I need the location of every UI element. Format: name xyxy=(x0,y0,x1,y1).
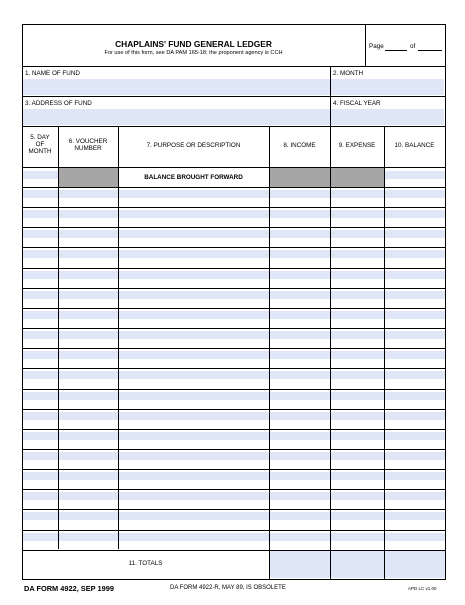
row-line xyxy=(22,429,445,430)
column-line xyxy=(330,126,331,579)
ledger-cell-income[interactable] xyxy=(270,331,330,339)
col-purpose-header: 7. PURPOSE OR DESCRIPTION xyxy=(146,142,241,149)
ledger-cell-income[interactable] xyxy=(270,492,330,500)
col-day-header xyxy=(22,134,58,155)
ledger-cell-purpose[interactable] xyxy=(119,492,269,500)
row-line xyxy=(22,268,445,269)
col-day-line2: OF xyxy=(35,141,45,148)
ledger-cell-voucher[interactable] xyxy=(59,452,118,460)
ledger-cell-voucher[interactable] xyxy=(59,392,118,400)
ledger-cell-expense[interactable] xyxy=(331,371,384,379)
ledger-cell-balance[interactable] xyxy=(385,271,445,279)
page-box-divider xyxy=(365,24,366,66)
ledger-cell-expense[interactable] xyxy=(331,432,384,440)
border-right xyxy=(445,24,446,579)
ledger-cell-balance[interactable] xyxy=(385,351,445,359)
page-total-field[interactable] xyxy=(418,50,442,51)
ledger-cell-voucher[interactable] xyxy=(59,371,118,379)
totals-label: 11. TOTALS xyxy=(128,560,163,567)
row-line xyxy=(22,530,445,531)
row-line xyxy=(22,227,445,228)
row-line xyxy=(22,409,445,410)
ledger-cell-expense[interactable] xyxy=(331,190,384,198)
ledger-cell-balance[interactable] xyxy=(385,452,445,460)
form-title: CHAPLAINS' FUND GENERAL LEDGER xyxy=(115,39,272,49)
ledger-cell-balance[interactable] xyxy=(385,250,445,258)
ledger-cell-income[interactable] xyxy=(270,371,330,379)
form-subtitle: For use of this form, see DA PAM 165-18; the proponent agency is CCH xyxy=(104,50,283,56)
border-top xyxy=(22,24,446,25)
ledger-cell-day[interactable] xyxy=(23,311,58,319)
col-day-line1: 5. DAY xyxy=(30,134,50,141)
total-balance-field[interactable] xyxy=(385,551,445,578)
ledger-cell-purpose[interactable] xyxy=(119,432,269,440)
ledger-cell-day[interactable] xyxy=(23,210,58,218)
ledger-cell-purpose[interactable] xyxy=(119,311,269,319)
ledger-cell-balance[interactable] xyxy=(385,492,445,500)
ledger-cell-purpose[interactable] xyxy=(119,271,269,279)
address-of-fund-field[interactable] xyxy=(23,109,330,125)
row-line xyxy=(22,550,445,551)
bbf-bottom-line xyxy=(22,187,445,188)
page-label: Page xyxy=(369,43,384,50)
ledger-cell-day[interactable] xyxy=(23,492,58,500)
ledger-cell-purpose[interactable] xyxy=(119,250,269,258)
of-label: of xyxy=(410,43,416,50)
obsolete-notice: DA FORM 4922-R, MAY 89, IS OBSOLETE xyxy=(170,585,286,591)
ledger-cell-balance[interactable] xyxy=(385,371,445,379)
ledger-cell-balance[interactable] xyxy=(385,291,445,299)
ledger-cell-voucher[interactable] xyxy=(59,331,118,339)
ledger-cell-expense[interactable] xyxy=(331,412,384,420)
ledger-cell-expense[interactable] xyxy=(331,533,384,541)
ledger-cell-purpose[interactable] xyxy=(119,331,269,339)
ledger-cell-expense[interactable] xyxy=(331,291,384,299)
row-line xyxy=(22,389,445,390)
ledger-cell-income[interactable] xyxy=(270,392,330,400)
ledger-cell-voucher[interactable] xyxy=(59,432,118,440)
ledger-cell-income[interactable] xyxy=(270,271,330,279)
row-line xyxy=(22,489,445,490)
ledger-cell-purpose[interactable] xyxy=(119,190,269,198)
ledger-cell-income[interactable] xyxy=(270,250,330,258)
ledger-cell-purpose[interactable] xyxy=(119,452,269,460)
header-bottom-line xyxy=(22,66,445,67)
ledger-cell-day[interactable] xyxy=(23,351,58,359)
col-voucher-line1: 6. VOUCHER xyxy=(68,138,108,145)
month-label: 2. MONTH xyxy=(333,70,364,77)
col-expense-header: 9. EXPENSE xyxy=(338,142,376,149)
ledger-cell-purpose[interactable] xyxy=(119,533,269,541)
info-bottom-line xyxy=(22,126,445,127)
ledger-cell-balance[interactable] xyxy=(385,210,445,218)
ledger-cell-income[interactable] xyxy=(270,512,330,520)
column-header-line xyxy=(22,167,445,168)
ledger-cell-balance[interactable] xyxy=(385,230,445,238)
version-label: APD LC v1.00 xyxy=(408,586,437,591)
ledger-cell-voucher[interactable] xyxy=(59,271,118,279)
ledger-cell-voucher[interactable] xyxy=(59,412,118,420)
row-line xyxy=(22,328,445,329)
ledger-cell-expense[interactable] xyxy=(331,271,384,279)
info-row-line xyxy=(22,96,445,97)
ledger-cell-day[interactable] xyxy=(23,533,58,541)
bbf-income-shaded xyxy=(270,168,330,187)
total-expense-field[interactable] xyxy=(331,551,384,578)
ledger-cell-balance[interactable] xyxy=(385,472,445,480)
ledger-cell-voucher[interactable] xyxy=(59,533,118,541)
ledger-cell-income[interactable] xyxy=(270,432,330,440)
ledger-cell-balance[interactable] xyxy=(385,412,445,420)
ledger-cell-income[interactable] xyxy=(270,230,330,238)
bbf-balance-cell[interactable] xyxy=(385,171,445,179)
ledger-cell-day[interactable] xyxy=(23,331,58,339)
ledger-cell-balance[interactable] xyxy=(385,392,445,400)
ledger-cell-day[interactable] xyxy=(23,392,58,400)
ledger-cell-expense[interactable] xyxy=(331,492,384,500)
ledger-cell-day[interactable] xyxy=(23,230,58,238)
ledger-cell-income[interactable] xyxy=(270,351,330,359)
ledger-cell-purpose[interactable] xyxy=(119,392,269,400)
ledger-cell-purpose[interactable] xyxy=(119,210,269,218)
ledger-cell-day[interactable] xyxy=(23,190,58,198)
col-balance-header: 10. BALANCE xyxy=(394,142,435,149)
ledger-cell-day[interactable] xyxy=(23,371,58,379)
row-line xyxy=(22,207,445,208)
ledger-cell-day[interactable] xyxy=(23,432,58,440)
month-field[interactable] xyxy=(331,79,444,95)
ledger-cell-voucher[interactable] xyxy=(59,472,118,480)
border-bottom xyxy=(22,579,446,580)
ledger-cell-balance[interactable] xyxy=(385,533,445,541)
col-voucher-header xyxy=(58,138,118,152)
ledger-cell-income[interactable] xyxy=(270,291,330,299)
ledger-cell-expense[interactable] xyxy=(331,311,384,319)
ledger-cell-day[interactable] xyxy=(23,452,58,460)
row-line xyxy=(22,247,445,248)
ledger-cell-purpose[interactable] xyxy=(119,291,269,299)
row-line xyxy=(22,509,445,510)
ledger-cell-expense[interactable] xyxy=(331,230,384,238)
page-number-field[interactable] xyxy=(385,50,407,51)
form-id: DA FORM 4922, SEP 1999 xyxy=(24,584,114,593)
balance-brought-forward-label: BALANCE BROUGHT FORWARD xyxy=(144,174,243,181)
ledger-cell-voucher[interactable] xyxy=(59,311,118,319)
ledger-cell-income[interactable] xyxy=(270,412,330,420)
row-line xyxy=(22,368,445,369)
ledger-cell-balance[interactable] xyxy=(385,190,445,198)
ledger-cell-expense[interactable] xyxy=(331,250,384,258)
row-line xyxy=(22,308,445,309)
ledger-cell-voucher[interactable] xyxy=(59,291,118,299)
ledger-cell-purpose[interactable] xyxy=(119,512,269,520)
col-income-header: 8. INCOME xyxy=(283,142,316,149)
row-line xyxy=(22,449,445,450)
ledger-cell-day[interactable] xyxy=(23,512,58,520)
ledger-cell-expense[interactable] xyxy=(331,452,384,460)
bbf-expense-shaded xyxy=(331,168,384,187)
ledger-cell-income[interactable] xyxy=(270,452,330,460)
ledger-cell-balance[interactable] xyxy=(385,512,445,520)
ledger-cell-purpose[interactable] xyxy=(119,371,269,379)
ledger-cell-income[interactable] xyxy=(270,190,330,198)
fiscal-year-label: 4. FISCAL YEAR xyxy=(333,100,381,107)
ledger-cell-voucher[interactable] xyxy=(59,250,118,258)
fiscal-year-field[interactable] xyxy=(331,109,444,125)
bbf-day-cell[interactable] xyxy=(23,171,58,179)
ledger-cell-purpose[interactable] xyxy=(119,472,269,480)
ledger-cell-day[interactable] xyxy=(23,291,58,299)
ledger-cell-voucher[interactable] xyxy=(59,351,118,359)
row-line xyxy=(22,348,445,349)
ledger-cell-purpose[interactable] xyxy=(119,412,269,420)
column-line xyxy=(58,126,59,549)
ledger-cell-expense[interactable] xyxy=(331,210,384,218)
column-line xyxy=(118,126,119,549)
col-voucher-line2: NUMBER xyxy=(74,145,102,152)
column-line xyxy=(269,126,270,579)
name-of-fund-field[interactable] xyxy=(23,79,330,95)
ledger-cell-purpose[interactable] xyxy=(119,230,269,238)
border-left xyxy=(22,24,23,579)
ledger-cell-voucher[interactable] xyxy=(59,492,118,500)
ledger-cell-voucher[interactable] xyxy=(59,190,118,198)
ledger-cell-voucher[interactable] xyxy=(59,512,118,520)
ledger-cell-purpose[interactable] xyxy=(119,351,269,359)
ledger-cell-income[interactable] xyxy=(270,472,330,480)
total-income-field[interactable] xyxy=(270,551,330,578)
ledger-cell-voucher[interactable] xyxy=(59,230,118,238)
ledger-cell-balance[interactable] xyxy=(385,432,445,440)
ledger-cell-expense[interactable] xyxy=(331,392,384,400)
ledger-cell-income[interactable] xyxy=(270,210,330,218)
col-day-line3: MONTH xyxy=(28,148,52,155)
ledger-cell-income[interactable] xyxy=(270,311,330,319)
row-line xyxy=(22,288,445,289)
bbf-voucher-shaded xyxy=(59,168,118,187)
ledger-cell-day[interactable] xyxy=(23,250,58,258)
ledger-cell-day[interactable] xyxy=(23,472,58,480)
row-line xyxy=(22,469,445,470)
address-of-fund-label: 3. ADDRESS OF FUND xyxy=(25,100,92,107)
ledger-cell-balance[interactable] xyxy=(385,331,445,339)
ledger-cell-day[interactable] xyxy=(23,412,58,420)
ledger-cell-expense[interactable] xyxy=(331,351,384,359)
ledger-cell-expense[interactable] xyxy=(331,512,384,520)
ledger-cell-expense[interactable] xyxy=(331,472,384,480)
ledger-cell-balance[interactable] xyxy=(385,311,445,319)
name-of-fund-label: 1. NAME OF FUND xyxy=(25,70,80,77)
column-line xyxy=(384,126,385,579)
ledger-cell-day[interactable] xyxy=(23,271,58,279)
ledger-cell-expense[interactable] xyxy=(331,331,384,339)
ledger-cell-voucher[interactable] xyxy=(59,210,118,218)
ledger-cell-income[interactable] xyxy=(270,533,330,541)
